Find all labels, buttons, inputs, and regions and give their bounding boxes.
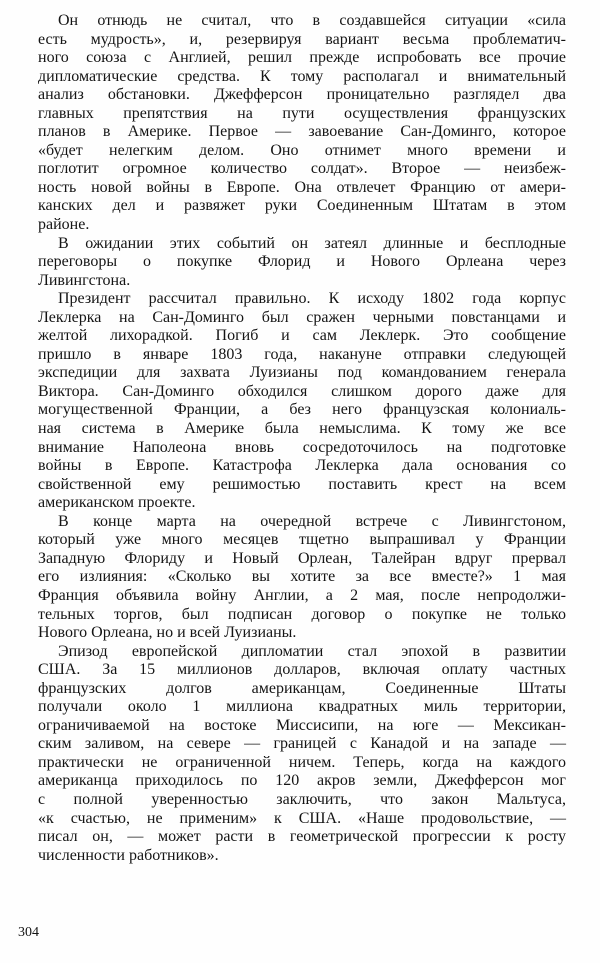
text-line: Леклерка на Сан-Доминго был сражен черными повстанцами и (38, 308, 566, 326)
text-line: войны в Европе. Катастрофа Леклерка дала основания со (38, 457, 566, 475)
text-line: пришло в январе 1803 года, накануне отправки следующей (38, 345, 566, 363)
text-line: ного союза с Англией, решил прежде испробовать все прочие (38, 49, 566, 67)
text-line: поглотит огромное количество солдат». Второе — неизбеж- (38, 160, 566, 178)
text-line: Западную Флориду и Новый Орлеан, Талейран вдруг прервал (38, 549, 566, 567)
text-line: Ливингстона. (38, 271, 131, 289)
text-line: его излияния: «Сколько вы хотите за все вместе?» 1 мая (38, 568, 566, 586)
text-line: канских дел и развяжет руки Соединенным Штатам в этом (38, 197, 566, 215)
text-line: ским заливом, на севере — границей с Канадой и на западе — (38, 735, 566, 753)
text-line: районе. (38, 216, 90, 234)
text-line: дипломатические средства. К тому располагал и внимательный (38, 67, 566, 85)
text-line: получали около 1 миллиона квадратных миль территории, (38, 698, 566, 716)
text-line: могущественной Франции, а без него французская колониаль- (38, 401, 566, 419)
paragraph (38, 235, 566, 291)
text-line: ность новой войны в Европе. Она отвлечет Францию от амери- (38, 178, 566, 196)
text-line: главных препятствия на пути осуществления французских (38, 104, 566, 122)
text-line: с полной уверенностью заключить, что закон Мальтуса, (38, 790, 566, 808)
text-line: Виктора. Сан-Доминго обходился слишком дорого даже для (38, 382, 566, 400)
text-line: США. За 15 миллионов долларов, включая оплату частных (38, 661, 566, 679)
text-line: численности работников». (38, 846, 219, 864)
text-line: американца приходилось по 120 акров земли, Джефферсон мог (38, 772, 566, 790)
text-line: переговоры о покупке Флорид и Нового Орлеана через (38, 253, 566, 271)
text-line: планов в Америке. Первое — завоевание Сан-Доминго, которое (38, 123, 566, 141)
text-line: французских долгов американцам, Соединенные Штаты (38, 679, 566, 697)
text-line: свойственной ему решимостью поставить крест на всем (38, 475, 566, 493)
text-line: Эпизод европейской дипломатии стал эпохой в развитии (58, 642, 566, 660)
text-line: ограничиваемой на востоке Миссисипи, на юге — Мексикан- (38, 716, 566, 734)
text-line: Нового Орлеана, но и всей Луизианы. (38, 624, 297, 642)
text-line: экспедиции для захвата Луизианы под командованием генерала (38, 364, 566, 382)
text-line: практически не ограниченной ничем. Теперь, когда на каждого (38, 753, 566, 771)
text-line: внимание Наполеона вновь сосредоточилось на подготовке (38, 438, 566, 456)
text-line: который уже много месяцев тщетно выпрашивал у Франции (38, 531, 566, 549)
text-line: желтой лихорадкой. Погиб и сам Леклерк. Это сообщение (38, 327, 566, 345)
text-line: анализ обстановки. Джефферсон проницательно разглядел два (38, 86, 566, 104)
body-text (38, 12, 566, 865)
text-line: писал он, — может расти в геометрической прогрессии к росту (38, 828, 566, 846)
text-line: «к счастью, не применим» к США. «Наше продовольствие, — (38, 809, 566, 827)
paragraph (38, 12, 566, 235)
text-line: американском проекте. (38, 494, 196, 512)
text-line: есть мудрость», и, резервируя вариант весьма проблематич- (38, 30, 566, 48)
paragraph (38, 643, 566, 866)
paragraph (38, 513, 566, 643)
text-line: В ожидании этих событий он затеял длинные и бесплодные (58, 234, 566, 252)
paragraph (38, 290, 566, 513)
page-number: 304 (18, 925, 39, 940)
text-line: Президент рассчитал правильно. К исходу 1802 года корпус (58, 290, 566, 308)
text-line: «будет нелегким делом. Оно отнимет много времени и (38, 141, 566, 159)
text-line: В конце марта на очередной встрече с Ливингстоном, (58, 512, 566, 530)
text-line: Франция объявила войну Англии, а 2 мая, после непродолжи- (38, 586, 566, 604)
text-line: тельных торгов, был подписан договор о покупке не только (38, 605, 566, 623)
text-line: ная система в Америке была немыслима. К тому же все (38, 420, 566, 438)
text-line: Он отнюдь не считал, что в создавшейся ситуации «сила (58, 12, 566, 29)
